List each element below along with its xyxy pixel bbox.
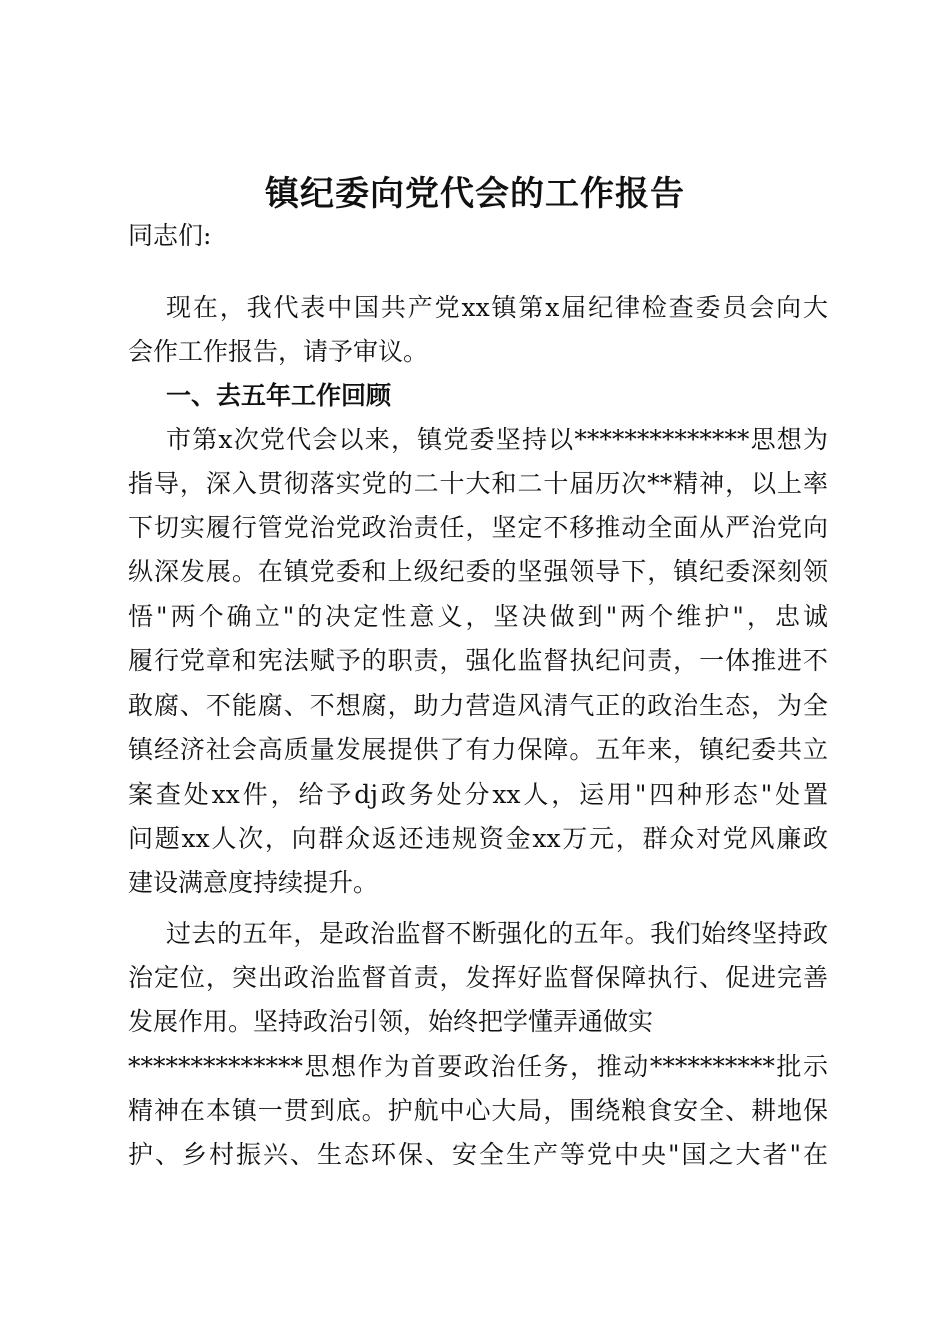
- para2-line-4: 纵深发展。在镇党委和上级纪委的坚强领导下，镇纪委深刻领: [128, 557, 828, 586]
- para2-line-2: 指导，深入贯彻落实党的二十大和二十届历次**精神，以上率: [128, 469, 828, 498]
- section1-heading: 一、去五年工作回顾: [166, 381, 392, 410]
- para2-line-5: 悟"两个确立"的决定性意义，坚决做到"两个维护"，忠诚: [128, 602, 828, 631]
- para1-line-1: 现在，我代表中国共产党xx镇第x届纪律检查委员会向大: [166, 293, 828, 322]
- para3-line-3: 发展作用。坚持政治引领，始终把学懂弄通做实: [128, 1007, 654, 1036]
- para3-line-2: 治定位，突出政治监督首责，发挥好监督保障执行、促进完善: [128, 963, 828, 992]
- para3-line-6: 护、乡村振兴、生态环保、安全生产等党中央"国之大者"在: [128, 1140, 828, 1169]
- salutation: 同志们:: [128, 221, 212, 250]
- para3-line-4: **************思想作为首要政治任务，推动**********批示: [128, 1052, 828, 1081]
- para2-line-3: 下切实履行管党治党政治责任，坚定不移推动全面从严治党向: [128, 513, 828, 542]
- para3-line-1: 过去的五年，是政治监督不断强化的五年。我们始终坚持政: [166, 919, 828, 948]
- para3-line-5: 精神在本镇一贯到底。护航中心大局，围绕粮食安全、耕地保: [128, 1096, 828, 1125]
- para2-line-10: 问题xx人次，向群众返还违规资金xx万元，群众对党风廉政: [128, 824, 828, 853]
- para2-line-9: 案查处xx件，给予dj政务处分xx人，运用"四种形态"处置: [128, 780, 828, 809]
- para2-line-6: 履行党章和宪法赋予的职责，强化监督执纪问责，一体推进不: [128, 646, 828, 675]
- document-title: 镇纪委向党代会的工作报告: [265, 174, 685, 214]
- para2-line-11: 建设满意度持续提升。: [128, 868, 379, 897]
- para2-line-8: 镇经济社会高质量发展提供了有力保障。五年来，镇纪委共立: [128, 735, 828, 764]
- para2-line-1: 市第x次党代会以来，镇党委坚持以**************思想为: [166, 425, 828, 454]
- para1-line-2: 会作工作报告，请予审议。: [128, 337, 429, 366]
- para2-line-7: 敢腐、不能腐、不想腐，助力营造风清气正的政治生态，为全: [128, 691, 828, 720]
